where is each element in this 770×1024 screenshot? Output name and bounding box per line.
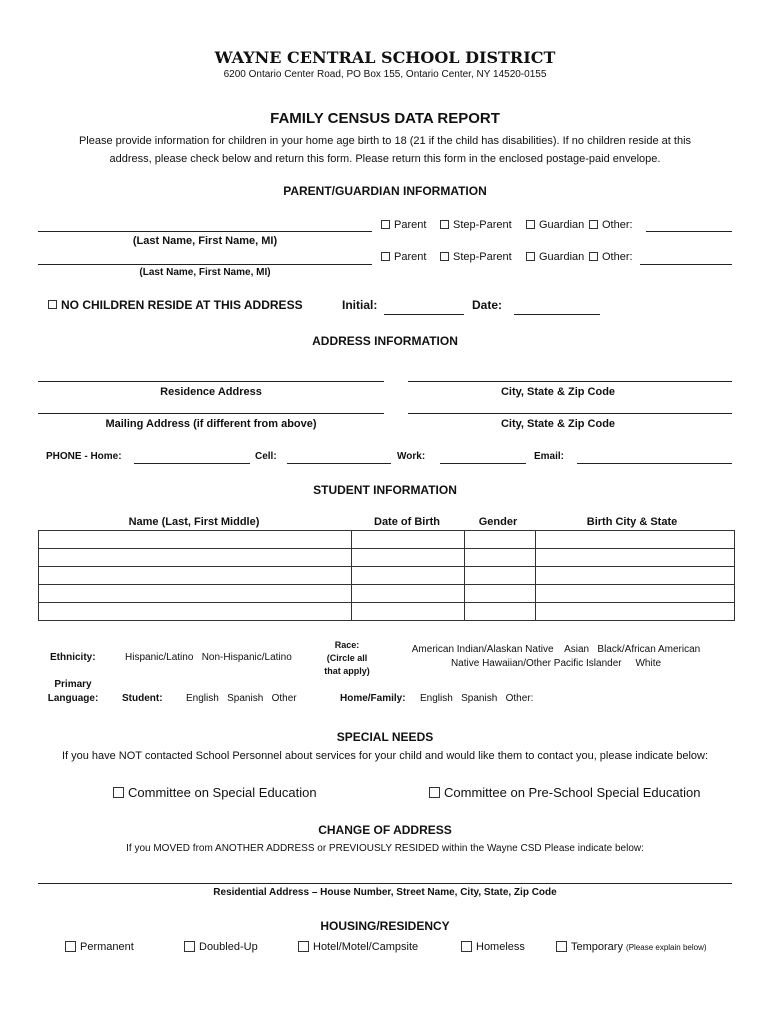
parent-checkbox-1[interactable] bbox=[381, 220, 390, 229]
dob-cell[interactable] bbox=[352, 585, 465, 603]
parent-name-label-2: (Last Name, First Name, MI) bbox=[139, 267, 271, 278]
guardian-checkbox-2[interactable] bbox=[526, 252, 535, 261]
name-cell[interactable] bbox=[39, 567, 352, 585]
dob-cell[interactable] bbox=[352, 603, 465, 621]
cell-line[interactable] bbox=[287, 463, 391, 464]
step-parent-checkbox-2[interactable] bbox=[440, 252, 449, 261]
student-language-options[interactable]: English Spanish Other bbox=[186, 693, 297, 704]
cpse-checkbox[interactable] bbox=[429, 787, 440, 798]
change-heading: CHANGE OF ADDRESS bbox=[318, 823, 452, 837]
race-label: Race: bbox=[334, 640, 360, 650]
col-gender: Gender bbox=[478, 516, 518, 528]
option-label: Guardian bbox=[539, 219, 585, 231]
city-line-2[interactable] bbox=[408, 413, 732, 414]
residence-label: Residence Address bbox=[160, 386, 262, 398]
guardian-option-1 bbox=[526, 219, 584, 231]
change-text: If you MOVED from ANOTHER ADDRESS or PREVIOUSLY RESIDED within the Wayne CSD Please indicate below: bbox=[126, 843, 644, 854]
race-options-2[interactable]: Native Hawaiian/Other Pacific Islander White bbox=[450, 658, 662, 669]
language-label: Language: bbox=[47, 693, 99, 704]
table-row bbox=[39, 585, 735, 603]
temporary-checkbox[interactable] bbox=[556, 941, 567, 952]
parent-heading: PARENT/GUARDIAN INFORMATION bbox=[283, 184, 487, 198]
gender-cell[interactable] bbox=[465, 549, 536, 567]
home-language-options[interactable]: English Spanish Other: bbox=[420, 693, 534, 704]
other-option-2 bbox=[589, 251, 633, 263]
permanent-checkbox[interactable] bbox=[65, 941, 76, 952]
gender-cell[interactable] bbox=[465, 531, 536, 549]
residential-address-line[interactable] bbox=[38, 883, 732, 884]
birth-cell[interactable] bbox=[536, 603, 735, 621]
hotel-option bbox=[298, 941, 418, 953]
dob-cell[interactable] bbox=[352, 567, 465, 585]
homeless-option bbox=[461, 941, 525, 953]
other-checkbox-2[interactable] bbox=[589, 252, 598, 261]
mailing-line[interactable] bbox=[38, 413, 384, 414]
race-note-1: (Circle all bbox=[326, 653, 368, 663]
other-line-2[interactable] bbox=[640, 264, 732, 265]
parent-name-line-1[interactable] bbox=[38, 231, 372, 232]
gender-cell[interactable] bbox=[465, 567, 536, 585]
hotel-label: Hotel/Motel/Campsite bbox=[313, 941, 419, 953]
option-label: Parent bbox=[394, 251, 427, 263]
hotel-checkbox[interactable] bbox=[298, 941, 309, 952]
table-row bbox=[39, 567, 735, 585]
ethnicity-options[interactable]: Hispanic/Latino Non-Hispanic/Latino bbox=[125, 652, 292, 663]
other-checkbox-1[interactable] bbox=[589, 220, 598, 229]
address-heading: ADDRESS INFORMATION bbox=[312, 334, 458, 348]
special-heading: SPECIAL NEEDS bbox=[336, 730, 434, 744]
homeless-checkbox[interactable] bbox=[461, 941, 472, 952]
step-parent-checkbox-1[interactable] bbox=[440, 220, 449, 229]
cse-option bbox=[113, 785, 317, 800]
intro-line-2: address, please check below and return this form. Please return this form in the enclosed postage-paid envelope. bbox=[109, 153, 661, 165]
gender-cell[interactable] bbox=[465, 603, 536, 621]
cell-label: Cell: bbox=[255, 451, 277, 462]
cpse-label: Committee on Pre-School Special Education bbox=[444, 785, 701, 800]
name-cell[interactable] bbox=[39, 531, 352, 549]
mailing-label: Mailing Address (if different from above) bbox=[105, 418, 317, 430]
student-table bbox=[38, 530, 735, 621]
option-label: Other: bbox=[602, 251, 633, 263]
guardian-checkbox-1[interactable] bbox=[526, 220, 535, 229]
intro-line-1: Please provide information for children in your home age birth to 18 (21 if the child has disabilities). If no children reside at this bbox=[78, 135, 692, 147]
race-note-2: that apply) bbox=[324, 666, 370, 676]
step-parent-option-2 bbox=[440, 251, 512, 263]
city-label-1: City, State & Zip Code bbox=[500, 386, 616, 398]
table-row bbox=[39, 603, 735, 621]
primary-label: Primary bbox=[54, 679, 92, 690]
residence-line[interactable] bbox=[38, 381, 384, 382]
option-label: Step-Parent bbox=[453, 251, 512, 263]
report-title: FAMILY CENSUS DATA REPORT bbox=[270, 110, 500, 127]
other-line-1[interactable] bbox=[646, 231, 732, 232]
parent-option-2 bbox=[381, 251, 426, 263]
parent-name-label-1: (Last Name, First Name, MI) bbox=[132, 235, 278, 247]
dob-cell[interactable] bbox=[352, 549, 465, 567]
home-language-label: Home/Family: bbox=[340, 693, 406, 704]
birth-cell[interactable] bbox=[536, 531, 735, 549]
doubled-label: Doubled-Up bbox=[199, 941, 258, 953]
district-name: WAYNE CENTRAL SCHOOL DISTRICT bbox=[214, 48, 556, 67]
email-line[interactable] bbox=[577, 463, 732, 464]
table-row bbox=[39, 531, 735, 549]
name-cell[interactable] bbox=[39, 585, 352, 603]
option-label: Parent bbox=[394, 219, 427, 231]
birth-cell[interactable] bbox=[536, 585, 735, 603]
name-cell[interactable] bbox=[39, 603, 352, 621]
city-label-2: City, State & Zip Code bbox=[500, 418, 616, 430]
no-children-label: NO CHILDREN RESIDE AT THIS ADDRESS bbox=[61, 298, 303, 312]
district-address: 6200 Ontario Center Road, PO Box 155, Ontario Center, NY 14520-0155 bbox=[223, 69, 547, 80]
parent-role-row-1 bbox=[381, 219, 426, 231]
permanent-label: Permanent bbox=[80, 941, 134, 953]
student-language-label: Student: bbox=[122, 693, 163, 704]
ethnicity-label: Ethnicity: bbox=[50, 652, 96, 663]
name-cell[interactable] bbox=[39, 549, 352, 567]
temporary-option bbox=[556, 941, 707, 953]
table-row bbox=[39, 549, 735, 567]
guardian-option-2 bbox=[526, 251, 584, 263]
birth-cell[interactable] bbox=[536, 567, 735, 585]
col-dob: Date of Birth bbox=[374, 516, 440, 528]
option-label: Guardian bbox=[539, 251, 585, 263]
dob-cell[interactable] bbox=[352, 531, 465, 549]
no-children-checkbox[interactable] bbox=[48, 300, 57, 309]
initial-line[interactable] bbox=[384, 314, 464, 315]
gender-cell[interactable] bbox=[465, 585, 536, 603]
col-name: Name (Last, First Middle) bbox=[128, 516, 260, 528]
temporary-label: Temporary bbox=[571, 941, 623, 953]
special-text: If you have NOT contacted School Personnel about services for your child and would like them to contact you, please indicate below: bbox=[61, 750, 709, 762]
race-options-1[interactable]: American Indian/Alaskan Native Asian Black/African American bbox=[411, 644, 701, 655]
email-label: Email: bbox=[534, 451, 565, 462]
initial-label: Initial: bbox=[342, 298, 378, 312]
residential-address-label: Residential Address – House Number, Street Name, City, State, Zip Code bbox=[213, 887, 557, 898]
city-line-1[interactable] bbox=[408, 381, 732, 382]
homeless-label: Homeless bbox=[476, 941, 525, 953]
permanent-option bbox=[65, 941, 134, 953]
phone-home-label: PHONE - Home: bbox=[46, 451, 122, 462]
cse-label: Committee on Special Education bbox=[128, 785, 317, 800]
date-line[interactable] bbox=[514, 314, 600, 315]
cpse-option bbox=[429, 785, 701, 800]
option-label: Other: bbox=[602, 219, 633, 231]
other-option-1 bbox=[589, 219, 633, 231]
doubled-checkbox[interactable] bbox=[184, 941, 195, 952]
work-label: Work: bbox=[397, 451, 426, 462]
temporary-note: (Please explain below) bbox=[626, 943, 707, 952]
option-label: Step-Parent bbox=[453, 219, 512, 231]
parent-name-line-2[interactable] bbox=[38, 264, 372, 265]
step-parent-option-1 bbox=[440, 219, 512, 231]
phone-home-line[interactable] bbox=[134, 463, 250, 464]
doubled-option bbox=[184, 941, 258, 953]
no-children-option bbox=[48, 298, 303, 312]
work-line[interactable] bbox=[440, 463, 526, 464]
cse-checkbox[interactable] bbox=[113, 787, 124, 798]
student-heading: STUDENT INFORMATION bbox=[313, 483, 457, 497]
date-label: Date: bbox=[472, 298, 503, 312]
parent-checkbox-2[interactable] bbox=[381, 252, 390, 261]
birth-cell[interactable] bbox=[536, 549, 735, 567]
col-birth: Birth City & State bbox=[586, 516, 678, 528]
housing-heading: HOUSING/RESIDENCY bbox=[320, 919, 450, 933]
